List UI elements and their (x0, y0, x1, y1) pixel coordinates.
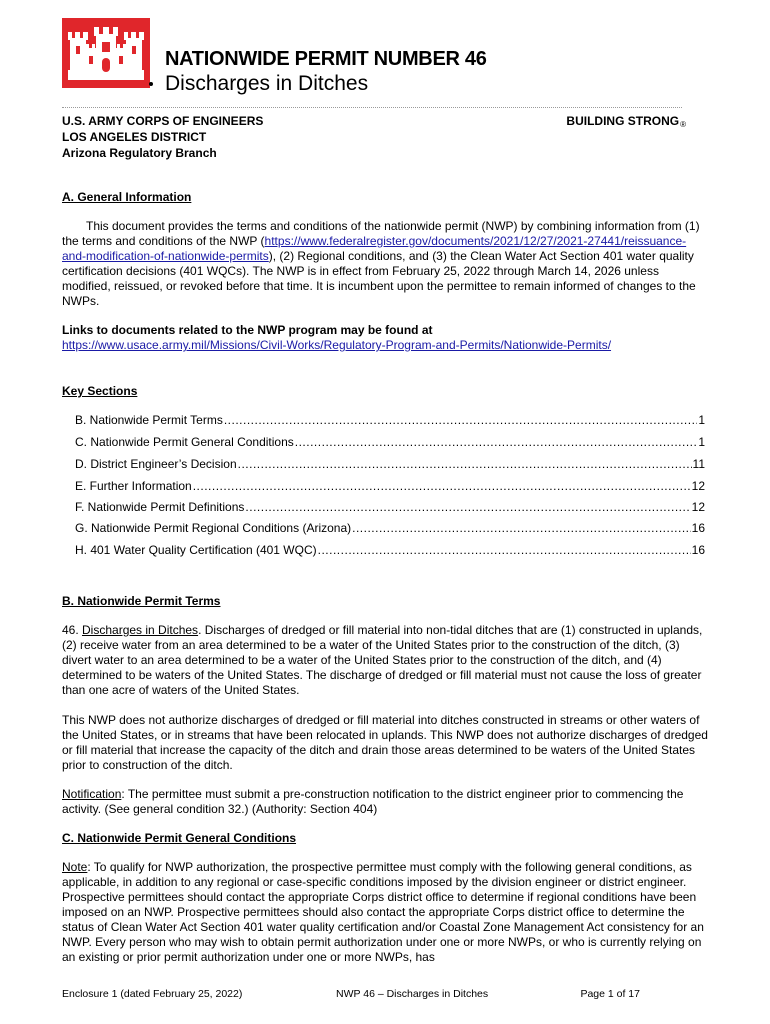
toc-leader (238, 457, 692, 472)
nwp46-limitations-paragraph: This NWP does not authorize discharges of dredged or fill material into ditches constructed in streams or other waters of the United States, or in streams that have been relocated in uplands. This NWP does not authorize discharges of dredged or fill material that increase the capacity of the ditch and drain those areas determined to be waters of the United States prior to construction of the ditch. (62, 713, 708, 772)
toc-leader (295, 435, 698, 450)
nwp-number: 46. (62, 623, 83, 637)
header-divider (62, 107, 682, 108)
key-sections-heading: Key Sections (62, 384, 138, 398)
links-url-line (62, 338, 708, 353)
toc-leader (224, 413, 697, 428)
org-line-1: U.S. ARMY CORPS OF ENGINEERS (62, 114, 264, 128)
toc-page: 12 (691, 479, 705, 493)
toc-item[interactable] (75, 435, 705, 450)
toc-item[interactable] (75, 479, 705, 494)
page-title: NATIONWIDE PERMIT NUMBER 46 (165, 48, 487, 70)
section-a-text-1: This document provides the terms and conditions of the nationwide permit (NWP) by combining information from (1) the terms and conditions of the NWP ( (62, 219, 700, 248)
footer-page-number: Page 1 of 17 (580, 988, 640, 1000)
org-line-3: Arizona Regulatory Branch (62, 146, 217, 160)
motto-text: BUILDING STRONG (566, 114, 680, 128)
section-a-paragraph (62, 219, 708, 309)
castle-icon (62, 18, 150, 88)
notification-paragraph (62, 787, 708, 817)
notification-term: Notification (62, 787, 122, 801)
section-b-heading: B. Nationwide Permit Terms (62, 594, 221, 608)
footer-enclosure: Enclosure 1 (dated February 25, 2022) (62, 988, 243, 1000)
toc-leader (245, 500, 690, 515)
notification-text: : The permittee must submit a pre-construction notification to the district engineer prior to commencing the activity. (See general condition 32.) (Authority: Section 404) (62, 787, 684, 816)
footer-document-name: NWP 46 – Discharges in Ditches (336, 988, 489, 1000)
toc-item[interactable] (75, 500, 705, 515)
general-conditions-note (62, 860, 708, 965)
note-term: Note (62, 860, 88, 874)
toc-label: B. Nationwide Permit Terms (75, 413, 223, 427)
toc-label: D. District Engineer’s Decision (75, 457, 237, 471)
registered-mark: ® (680, 120, 686, 129)
page-subtitle: Discharges in Ditches (165, 72, 369, 95)
section-a-heading: A. General Information (62, 190, 192, 204)
organization-block (62, 113, 263, 161)
toc-item[interactable] (75, 413, 705, 428)
usace-nwp-link[interactable]: https://www.usace.army.mil/Missions/Civil-Works/Regulatory-Program-and-Permits/Nationwide-Permits/ (62, 338, 612, 352)
toc-page: 16 (691, 521, 705, 535)
toc-item[interactable] (75, 543, 705, 558)
nwp46-paragraph (62, 623, 708, 698)
toc-page: 12 (691, 500, 705, 514)
toc-item[interactable] (75, 521, 705, 536)
nwp-term: Discharges in Ditches (82, 623, 199, 637)
toc-page: 11 (692, 457, 705, 471)
toc-page: 16 (691, 543, 705, 557)
toc-leader (318, 543, 691, 558)
links-label: Links to documents related to the NWP program may be found at (62, 323, 433, 337)
title-bullet (149, 82, 153, 86)
toc-item[interactable] (75, 457, 705, 472)
toc-label: G. Nationwide Permit Regional Conditions (Arizona) (75, 521, 352, 535)
toc-leader (193, 479, 691, 494)
section-a-text-2: ), (2) Regional conditions, and (3) the Clean Water Act Section 401 water quality certification decisions (401 WQCs). The NWP is in effect from February 25, 2022 through March 14, 2026 unless modified, reissued, or revoked before that time. It is incumbent upon the permittee to remain informed of changes to the NWPs. (62, 249, 696, 308)
section-c-heading: C. Nationwide Permit General Conditions (62, 831, 297, 845)
toc-leader (352, 521, 691, 536)
usace-castle-logo (62, 18, 150, 88)
org-line-2: LOS ANGELES DISTRICT (62, 130, 207, 144)
toc-page: 1 (698, 413, 705, 427)
toc-label: C. Nationwide Permit General Conditions (75, 435, 294, 449)
toc-label: F. Nationwide Permit Definitions (75, 500, 245, 514)
federal-register-link[interactable]: https://www.federalregister.gov/documents/2021/12/27/2021-27441/reissuance-and-modification-of-nationwide-permits (62, 234, 687, 263)
note-text: : To qualify for NWP authorization, the prospective permittee must comply with the following general conditions, as applicable, in addition to any regional or case-specific conditions imposed by the division engineer or district engineer. Prospective permittees should contact the appropriate Corps district office to determine if regional conditions have been imposed on an NWP. Prospective permittees should also contact the appropriate Corps district office to determine the status of Clean Water Act Section 401 water quality certification and/or Coastal Zone Management Act consistency for an NWP. Every person who may wish to obtain permit authorization under one or more NWPs, or who is currently relying on an existing or prior permit authorization under one or more NWPs, has (62, 860, 704, 964)
toc-label: H. 401 Water Quality Certification (401 WQC) (75, 543, 317, 557)
toc-label: E. Further Information (75, 479, 192, 493)
nwp-text: . Discharges of dredged or fill material into non-tidal ditches that are (1) constructed in uplands, (2) receive water from an area determined to be a water of the United States prior to the construction of the ditch, (3) divert water to an area determined to be a water of the United States prior to the construction of the ditch, and (4) determined to be waters of the United States. The discharge of dredged or fill material must not cause the loss of greater than one acre of waters of the United States. (62, 623, 703, 697)
toc-page: 1 (698, 435, 705, 449)
motto (566, 113, 686, 133)
